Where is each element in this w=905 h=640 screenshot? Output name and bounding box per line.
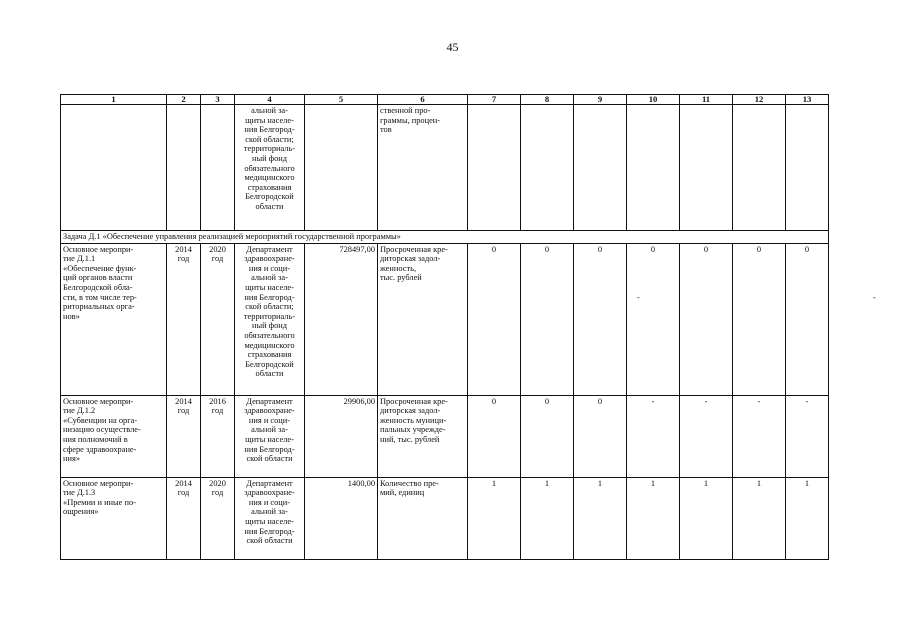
col-header: 8 (521, 95, 574, 105)
col-header: 12 (733, 95, 786, 105)
indicator-value-cell: 0 (574, 243, 627, 395)
stray-dash: - (637, 293, 640, 302)
executor-cell: Департамент здравоохране- ния и соци- альной за- щиты населе- ния Белгород- ской области (235, 395, 305, 477)
start-year-cell: 2014 год (167, 477, 201, 559)
indicator-value-cell: 1 (627, 477, 680, 559)
col-header: 11 (680, 95, 733, 105)
indicator-value-cell: - (733, 395, 786, 477)
col-header: 3 (201, 95, 235, 105)
indicator-value-cell: - (627, 395, 680, 477)
indicator-value-cell: 0 (733, 243, 786, 395)
task-row (61, 231, 829, 244)
indicator-value-cell: 0 (574, 395, 627, 477)
task-title: Задача Д.1 «Обеспечение управления реализацией мероприятий государственной программы» (61, 231, 829, 244)
header-row (61, 95, 829, 105)
indicator-value-cell: 1 (680, 477, 733, 559)
indicator-value-cell: 0 (680, 243, 733, 395)
col-header: 10 (627, 95, 680, 105)
page-number: 45 (446, 40, 459, 54)
measure-name-cell: Основное меропри- тие Д.1.3 «Премии и иные по- ощрения» (61, 477, 167, 559)
table-row (61, 395, 829, 477)
indicator-cell: ственной про- граммы, процен- тов (378, 105, 468, 231)
executor-cell: Департамент здравоохране- ния и соци- альной за- щиты населе- ния Белгород- ской области (235, 477, 305, 559)
indicator-value-cell: 1 (468, 477, 521, 559)
indicator-cell: Просроченная кре- диторская задол- женность, тыс. рублей (378, 243, 468, 395)
end-year-cell: 2020 год (201, 477, 235, 559)
stray-dash: - (873, 293, 876, 302)
indicator-value-cell: 0 (468, 395, 521, 477)
indicator-value-cell: 1 (574, 477, 627, 559)
indicator-value-cell: 1 (786, 477, 829, 559)
measure-name-cell: Основное меропри- тие Д.1.1 «Обеспечение функ- ций органов власти Белгородской обла- сти, в том числе тер- риториальных орга- нов» (61, 243, 167, 395)
executor-cell: Департамент здравоохране- ния и соци- альной за- щиты населе- ния Белгород- ской области; территориаль- ный фонд обязательного медицинского страхования Белгородской области (235, 243, 305, 395)
indicator-cell: Просроченная кре- диторская задол- женность муници- пальных учрежде- ний, тыс. рублей (378, 395, 468, 477)
indicator-value-cell: 0 (521, 395, 574, 477)
col-header: 13 (786, 95, 829, 105)
table-row (61, 477, 829, 559)
amount-cell: 29906,00 (305, 395, 378, 477)
continuation-row (61, 105, 829, 231)
start-year-cell: 2014 год (167, 243, 201, 395)
col-header: 5 (305, 95, 378, 105)
indicator-value-cell: 1 (521, 477, 574, 559)
indicator-cell: Количество пре- мий, единиц (378, 477, 468, 559)
indicator-value-cell: 1 (733, 477, 786, 559)
col-header: 4 (235, 95, 305, 105)
measure-name-cell: Основное меропри- тие Д.1.2 «Субвенции на орга- низацию осуществле- ния полномочий в сфере здравоохране- ния» (61, 395, 167, 477)
start-year-cell: 2014 год (167, 395, 201, 477)
indicator-value-cell: 0 (468, 243, 521, 395)
col-header: 6 (378, 95, 468, 105)
col-header: 1 (61, 95, 167, 105)
end-year-cell: 2016 год (201, 395, 235, 477)
amount-cell: 1400,00 (305, 477, 378, 559)
col-header: 9 (574, 95, 627, 105)
end-year-cell: 2020 год (201, 243, 235, 395)
table-row (61, 243, 829, 395)
indicator-value-cell: 0 (627, 243, 680, 395)
col-header: 7 (468, 95, 521, 105)
indicator-value-cell: - (680, 395, 733, 477)
indicator-value-cell: 0 (786, 243, 829, 395)
executor-cell: альной за- щиты населе- ния Белгород- ской области; территориаль- ный фонд обязательного медицинского страхования Белгородской области (235, 105, 305, 231)
col-header: 2 (167, 95, 201, 105)
indicator-value-cell: - (786, 395, 829, 477)
indicator-value-cell: 0 (521, 243, 574, 395)
amount-cell: 728497,00 (305, 243, 378, 395)
program-table (60, 94, 829, 560)
